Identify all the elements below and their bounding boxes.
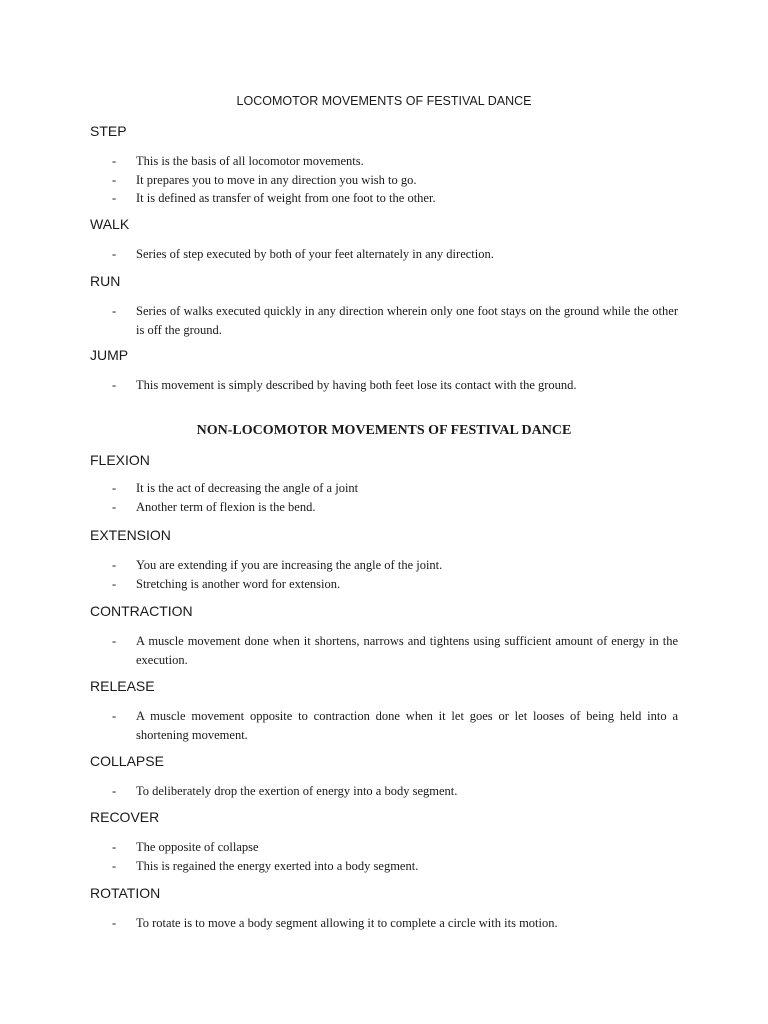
- section-walk: [90, 215, 678, 264]
- list-item: [90, 575, 678, 594]
- list-item: [90, 632, 678, 669]
- list-item: [90, 707, 678, 744]
- dash-bullet: -: [112, 840, 117, 854]
- section-heading: RELEASE: [90, 678, 155, 694]
- list-item: [90, 782, 678, 801]
- dash-bullet: -: [112, 304, 117, 318]
- item-text: Series of walks executed quickly in any direction wherein only one foot stays on the ground while the other is off the ground.: [136, 304, 678, 337]
- list-item: [90, 857, 678, 876]
- bullet-list: [90, 838, 678, 875]
- list-item: [90, 479, 678, 498]
- dash-bullet: -: [112, 558, 117, 572]
- bullet-list: [90, 302, 678, 339]
- item-text: Stretching is another word for extension.: [136, 576, 341, 591]
- bullet-list: [90, 914, 678, 933]
- item-text: It is defined as transfer of weight from one foot to the other.: [136, 191, 436, 205]
- locomotor-title: LOCOMOTOR MOVEMENTS OF FESTIVAL DANCE: [236, 94, 532, 108]
- bullet-list: [90, 782, 678, 801]
- dash-bullet: -: [112, 499, 117, 514]
- list-item: [90, 556, 678, 575]
- dash-bullet: -: [112, 916, 117, 930]
- list-item: [90, 302, 678, 339]
- section-heading: CONTRACTION: [90, 603, 193, 619]
- item-text: This is regained the energy exerted into a body segment.: [136, 858, 419, 873]
- section-rotation: [90, 884, 678, 933]
- dash-bullet: -: [112, 481, 117, 495]
- section-heading: FLEXION: [90, 452, 150, 468]
- section-heading: WALK: [90, 216, 130, 232]
- section-extension: [90, 526, 678, 593]
- bullet-list: [90, 152, 678, 208]
- bullet-list: [90, 376, 678, 395]
- item-text: It is the act of decreasing the angle of a joint: [136, 481, 359, 495]
- list-item: [90, 376, 678, 395]
- section-heading: EXTENSION: [90, 527, 171, 543]
- item-text: This movement is simply described by having both feet lose its contact with the ground.: [136, 378, 577, 392]
- section-flexion: [90, 451, 678, 516]
- list-item: [90, 838, 678, 857]
- item-text: A muscle movement done when it shortens, narrows and tightens using sufficient amount of energy in the execution.: [136, 634, 678, 667]
- dash-bullet: -: [112, 378, 117, 392]
- bullet-list: [90, 632, 678, 669]
- section-heading: RECOVER: [90, 809, 160, 825]
- section-run: [90, 272, 678, 339]
- section-heading: COLLAPSE: [90, 753, 164, 769]
- dash-bullet: -: [112, 247, 117, 261]
- bullet-list: [90, 479, 678, 516]
- list-item: [90, 498, 678, 517]
- dash-bullet: -: [112, 709, 117, 723]
- section-heading: RUN: [90, 273, 121, 289]
- bullet-list: [90, 707, 678, 744]
- item-text: To rotate is to move a body segment allowing it to complete a circle with its motion.: [136, 916, 558, 930]
- section-contraction: [90, 602, 678, 669]
- item-text: It prepares you to move in any direction you wish to go.: [136, 172, 417, 187]
- section-release: [90, 677, 678, 744]
- dash-bullet: -: [112, 191, 117, 205]
- list-item: [90, 914, 678, 933]
- section-heading: STEP: [90, 123, 127, 139]
- item-text: A muscle movement opposite to contraction done when it let goes or let looses of being held into a shortening movement.: [136, 709, 678, 742]
- section-step: [90, 122, 678, 208]
- dash-bullet: -: [112, 634, 117, 648]
- section-heading: JUMP: [90, 347, 129, 363]
- dash-bullet: -: [112, 858, 117, 873]
- item-text: This is the basis of all locomotor movements.: [136, 154, 364, 168]
- item-text: To deliberately drop the exertion of energy into a body segment.: [136, 784, 458, 798]
- item-text: Series of step executed by both of your feet alternately in any direction.: [136, 247, 494, 261]
- list-item: [90, 152, 678, 171]
- item-text: Another term of flexion is the bend.: [136, 499, 316, 514]
- bullet-list: [90, 556, 678, 593]
- list-item: [90, 245, 678, 264]
- dash-bullet: -: [112, 784, 117, 798]
- section-recover: [90, 808, 678, 875]
- item-text: The opposite of collapse: [136, 840, 259, 854]
- section-heading: ROTATION: [90, 885, 161, 901]
- dash-bullet: -: [112, 576, 117, 591]
- list-item: [90, 189, 678, 208]
- dash-bullet: -: [112, 154, 117, 168]
- bullet-list: [90, 245, 678, 264]
- non-locomotor-title: NON-LOCOMOTOR MOVEMENTS OF FESTIVAL DANCE: [196, 423, 572, 438]
- list-item: [90, 171, 678, 190]
- section-collapse: [90, 752, 678, 801]
- section-jump: [90, 346, 678, 395]
- dash-bullet: -: [112, 172, 117, 187]
- item-text: You are extending if you are increasing the angle of the joint.: [136, 558, 443, 572]
